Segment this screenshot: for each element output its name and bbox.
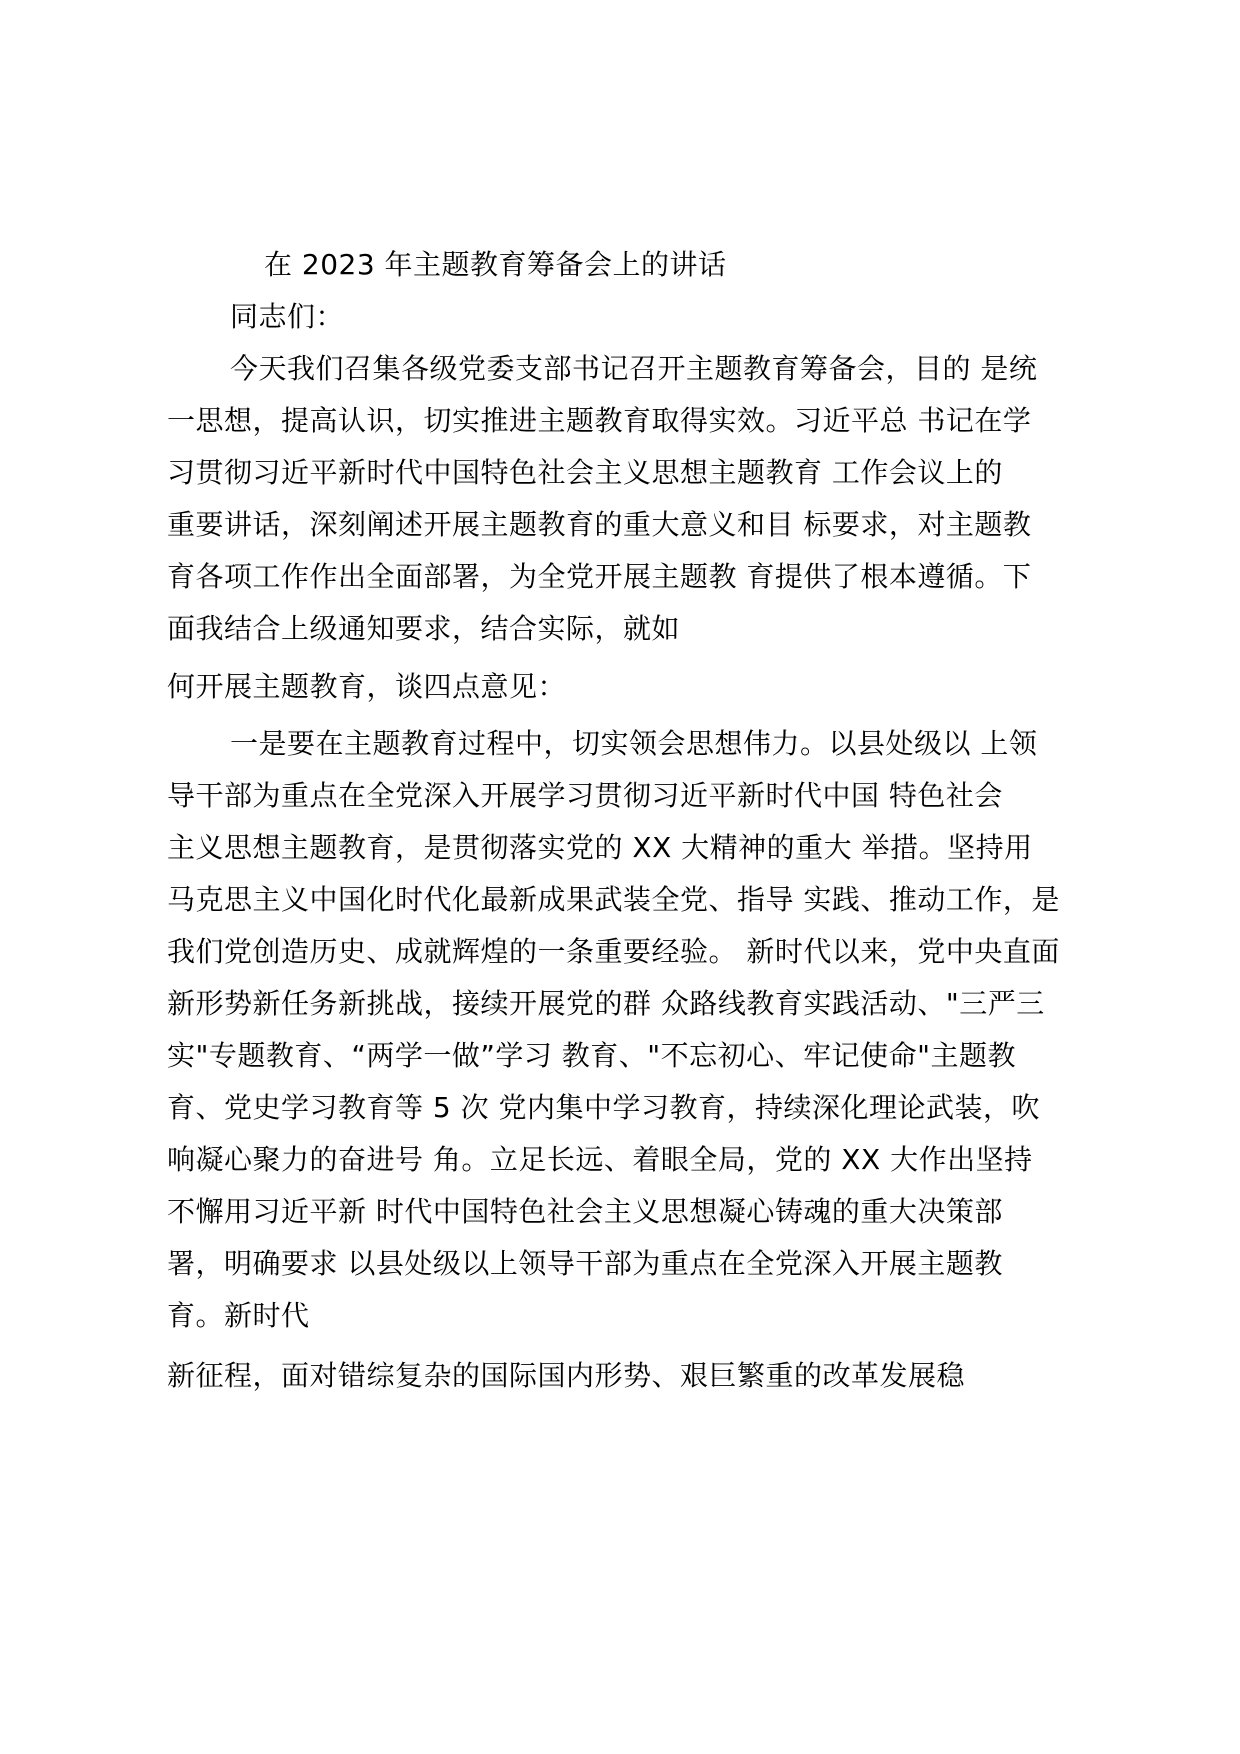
- text-line: 一是要在主题教育过程中，切实领会思想伟力。以县处级以 上领: [230, 727, 1038, 760]
- text-line: 不懈用习近平新 时代中国特色社会主义思想凝心铸魂的重大决策部: [167, 1195, 1003, 1228]
- text-line: 我们党创造历史、成就辉煌的一条重要经验。 新时代以来，党中央直面: [167, 935, 1060, 968]
- text-line: 响凝心聚力的奋进号 角。立足长远、着眼全局，党的 XX 大作出坚持: [167, 1143, 1033, 1176]
- text-line: 育各项工作作出全面部署，为全党开展主题教 育提供了根本遵循。下: [167, 560, 1032, 593]
- text-line: 署，明确要求 以县处级以上领导干部为重点在全党深入开展主题教: [167, 1247, 1003, 1280]
- text-line: 育。新时代: [167, 1299, 310, 1332]
- text-line: 实"专题教育、“两学一做”学习 教育、"不忘初心、牢记使命"主题教: [167, 1039, 1017, 1072]
- salutation: 同志们：: [230, 300, 345, 333]
- text-line: 主义思想主题教育，是贯彻落实党的 XX 大精神的重大 举措。坚持用: [167, 831, 1033, 864]
- text-line: 何开展主题教育，谈四点意见：: [167, 670, 567, 703]
- text-line: 习贯彻习近平新时代中国特色社会主义思想主题教育 工作会议上的: [167, 456, 1003, 489]
- text-line: 马克思主义中国化时代化最新成果武装全党、指导 实践、推动工作，是: [167, 883, 1060, 916]
- text-line: 育、党史学习教育等 5 次 党内集中学习教育，持续深化理论武装，吹: [167, 1091, 1041, 1124]
- text-line: 面我结合上级通知要求，结合实际，就如: [167, 612, 681, 645]
- text-line: 导干部为重点在全党深入开展学习贯彻习近平新时代中国 特色社会: [167, 779, 1003, 812]
- text-line: 新征程，面对错综复杂的国际国内形势、艰巨繁重的改革发展稳: [167, 1359, 966, 1392]
- text-line: 今天我们召集各级党委支部书记召开主题教育筹备会，目的 是统: [230, 352, 1038, 385]
- document-title: 在 2023 年主题教育筹备会上的讲话: [264, 248, 727, 281]
- text-line: 一思想，提高认识，切实推进主题教育取得实效。习近平总 书记在学: [167, 404, 1032, 437]
- text-line: 新形势新任务新挑战，接续开展党的群 众路线教育实践活动、"三严三: [167, 987, 1045, 1020]
- text-line: 重要讲话，深刻阐述开展主题教育的重大意义和目 标要求，对主题教: [167, 508, 1032, 541]
